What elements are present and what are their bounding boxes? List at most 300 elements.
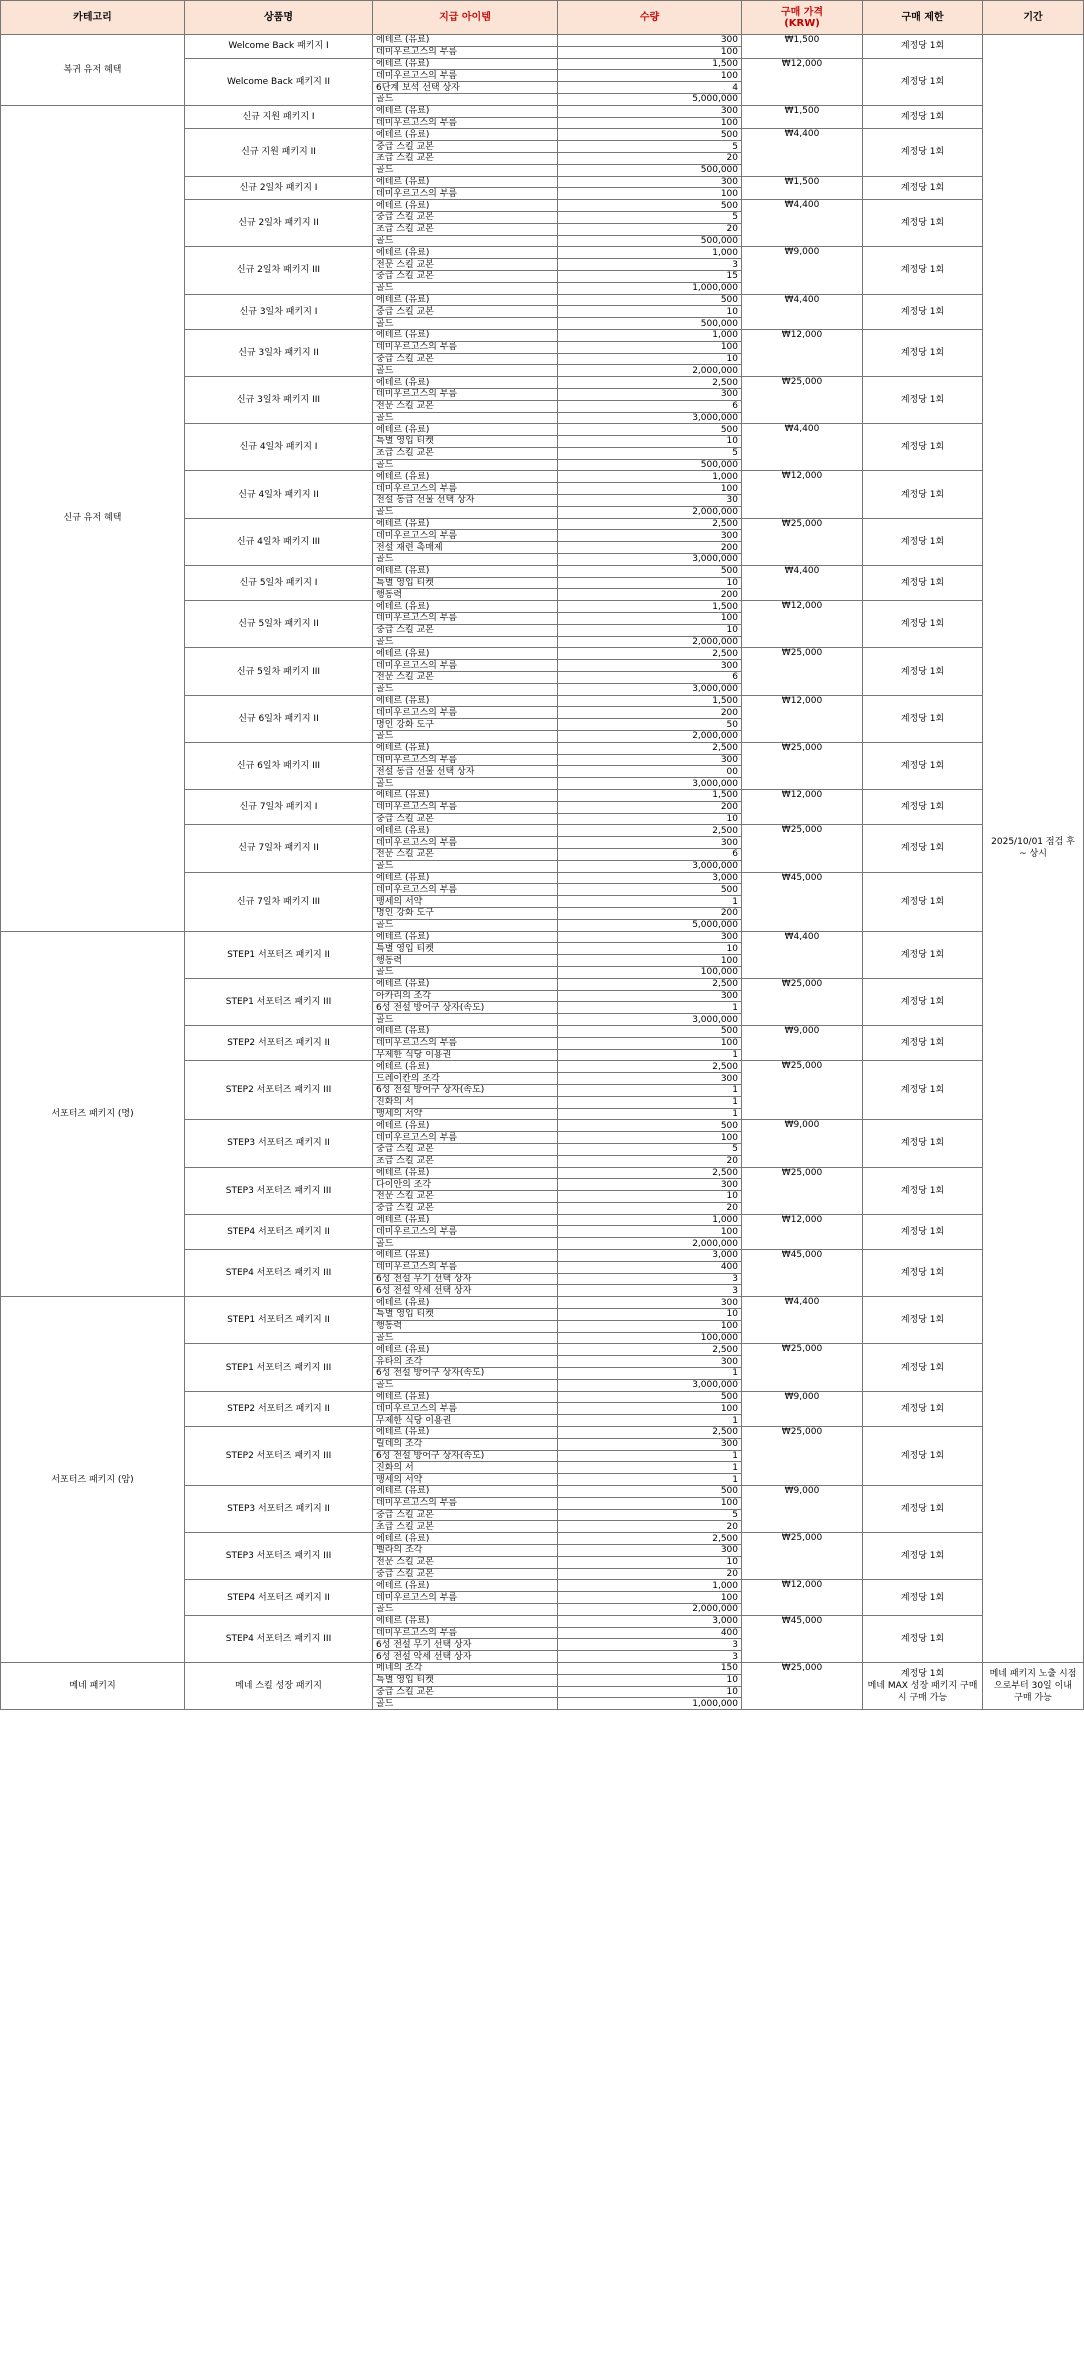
qty-cell[interactable]: 100 <box>558 188 742 200</box>
price-cell[interactable]: ₩9,000 <box>742 1391 863 1426</box>
qty-cell[interactable]: 2,500 <box>558 978 742 990</box>
item-cell[interactable]: 데미우르고스의 부름 <box>373 660 558 672</box>
limit-cell[interactable]: 계정당 1회 <box>863 1214 983 1249</box>
qty-cell[interactable]: 1,000 <box>558 1214 742 1226</box>
price-cell[interactable]: ₩12,000 <box>742 58 863 105</box>
item-cell[interactable]: 행동력 <box>373 589 558 601</box>
package-name-cell[interactable]: STEP4 서포터즈 패키지 III <box>185 1615 373 1662</box>
item-cell[interactable]: 무제한 식당 이용권 <box>373 1415 558 1427</box>
qty-cell[interactable]: 4 <box>558 82 742 94</box>
qty-cell[interactable]: 300 <box>558 660 742 672</box>
item-cell[interactable]: 에테르 (유료) <box>373 176 558 188</box>
price-cell[interactable]: ₩4,400 <box>742 424 863 471</box>
limit-cell[interactable]: 계정당 1회 <box>863 825 983 872</box>
qty-cell[interactable]: 100 <box>558 483 742 495</box>
qty-cell[interactable]: 10 <box>558 943 742 955</box>
item-cell[interactable]: 6성 전설 방어구 상자(속도) <box>373 1450 558 1462</box>
limit-cell[interactable]: 계정당 1회 <box>863 931 983 978</box>
qty-cell[interactable]: 300 <box>558 1179 742 1191</box>
item-cell[interactable]: 전문 스킬 교본 <box>373 1556 558 1568</box>
item-cell[interactable]: 중급 스킬 교본 <box>373 624 558 636</box>
limit-cell[interactable]: 계정당 1회 <box>863 200 983 247</box>
qty-cell[interactable]: 100 <box>558 341 742 353</box>
item-cell[interactable]: 골드 <box>373 282 558 294</box>
qty-cell[interactable]: 300 <box>558 754 742 766</box>
qty-cell[interactable]: 5,000,000 <box>558 93 742 105</box>
qty-cell[interactable]: 500,000 <box>558 235 742 247</box>
col-header-limit[interactable]: 구매 제한 <box>863 1 983 35</box>
price-cell[interactable]: ₩4,400 <box>742 931 863 978</box>
qty-cell[interactable]: 2,000,000 <box>558 1603 742 1615</box>
limit-cell[interactable]: 계정당 1회 <box>863 790 983 825</box>
item-cell[interactable]: 전문 스킬 교본 <box>373 672 558 684</box>
qty-cell[interactable]: 1,000 <box>558 471 742 483</box>
qty-cell[interactable]: 2,500 <box>558 1427 742 1439</box>
package-name-cell[interactable]: 신규 5일차 패키지 III <box>185 648 373 695</box>
item-cell[interactable]: 에테르 (유료) <box>373 294 558 306</box>
qty-cell[interactable]: 20 <box>558 1155 742 1167</box>
item-cell[interactable]: 에테르 (유료) <box>373 1120 558 1132</box>
col-header-category[interactable]: 카테고리 <box>1 1 185 35</box>
qty-cell[interactable]: 10 <box>558 1556 742 1568</box>
qty-cell[interactable]: 1,500 <box>558 695 742 707</box>
qty-cell[interactable]: 5,000,000 <box>558 919 742 931</box>
qty-cell[interactable]: 2,500 <box>558 742 742 754</box>
limit-cell[interactable]: 계정당 1회 <box>863 176 983 200</box>
item-cell[interactable]: 골드 <box>373 93 558 105</box>
item-cell[interactable]: 데미우르고스의 부름 <box>373 1403 558 1415</box>
qty-cell[interactable]: 10 <box>558 353 742 365</box>
item-cell[interactable]: 골드 <box>373 778 558 790</box>
price-cell[interactable]: ₩25,000 <box>742 1662 863 1709</box>
qty-cell[interactable]: 2,000,000 <box>558 365 742 377</box>
limit-cell[interactable]: 계정당 1회 <box>863 1025 983 1060</box>
item-cell[interactable]: 특별 영입 티켓 <box>373 577 558 589</box>
qty-cell[interactable]: 00 <box>558 766 742 778</box>
item-cell[interactable]: 6성 전설 무기 선택 상자 <box>373 1639 558 1651</box>
price-cell[interactable]: ₩1,500 <box>742 35 863 59</box>
item-cell[interactable]: 전설 동급 선물 선택 상자 <box>373 495 558 507</box>
limit-cell[interactable]: 계정당 1회 <box>863 1120 983 1167</box>
item-cell[interactable]: 에테르 (유료) <box>373 648 558 660</box>
package-name-cell[interactable]: STEP1 서포터즈 패키지 II <box>185 931 373 978</box>
limit-cell[interactable]: 계정당 1회 <box>863 872 983 931</box>
price-cell[interactable]: ₩12,000 <box>742 471 863 518</box>
price-cell[interactable]: ₩25,000 <box>742 377 863 424</box>
period-cell-main[interactable]: 2025/10/01 점검 후 ~ 상시 <box>983 35 1084 1663</box>
qty-cell[interactable]: 3,000,000 <box>558 1379 742 1391</box>
qty-cell[interactable]: 3,000,000 <box>558 778 742 790</box>
qty-cell[interactable]: 20 <box>558 1521 742 1533</box>
qty-cell[interactable]: 200 <box>558 907 742 919</box>
qty-cell[interactable]: 100 <box>558 1132 742 1144</box>
qty-cell[interactable]: 500 <box>558 1120 742 1132</box>
qty-cell[interactable]: 10 <box>558 436 742 448</box>
item-cell[interactable]: 행동력 <box>373 955 558 967</box>
limit-cell[interactable]: 계정당 1회 <box>863 105 983 129</box>
package-name-cell[interactable]: STEP2 서포터즈 패키지 III <box>185 1427 373 1486</box>
item-cell[interactable]: 데미우르고스의 부름 <box>373 530 558 542</box>
qty-cell[interactable]: 3 <box>558 1639 742 1651</box>
item-cell[interactable]: 골드 <box>373 1238 558 1250</box>
item-cell[interactable]: 데미우르고스의 부름 <box>373 1037 558 1049</box>
qty-cell[interactable]: 300 <box>558 1438 742 1450</box>
qty-cell[interactable]: 400 <box>558 1261 742 1273</box>
item-cell[interactable]: 6성 전설 악세 선택 상자 <box>373 1285 558 1297</box>
item-cell[interactable]: 데미우르고스의 부름 <box>373 483 558 495</box>
qty-cell[interactable]: 3,000,000 <box>558 412 742 424</box>
item-cell[interactable]: 에테르 (유료) <box>373 518 558 530</box>
item-cell[interactable]: 전설 동급 선물 선택 상자 <box>373 766 558 778</box>
item-cell[interactable]: 릴데의 조각 <box>373 1438 558 1450</box>
limit-cell[interactable]: 계정당 1회 <box>863 1533 983 1580</box>
item-cell[interactable]: 6성 전설 방어구 상자(속도) <box>373 1002 558 1014</box>
item-cell[interactable]: 6단계 보석 선택 상자 <box>373 82 558 94</box>
limit-cell[interactable]: 계정당 1회 <box>863 601 983 648</box>
qty-cell[interactable]: 5 <box>558 1509 742 1521</box>
qty-cell[interactable]: 300 <box>558 1297 742 1309</box>
item-cell[interactable]: 에테르 (유료) <box>373 329 558 341</box>
qty-cell[interactable]: 1 <box>558 1084 742 1096</box>
limit-cell[interactable]: 계정당 1회 <box>863 978 983 1025</box>
qty-cell[interactable]: 10 <box>558 1309 742 1321</box>
item-cell[interactable]: 에테르 (유료) <box>373 424 558 436</box>
package-name-cell[interactable]: 신규 지원 패키지 II <box>185 129 373 176</box>
qty-cell[interactable]: 1 <box>558 1368 742 1380</box>
price-cell[interactable]: ₩45,000 <box>742 1250 863 1297</box>
item-cell[interactable]: 초급 스킬 교본 <box>373 447 558 459</box>
item-cell[interactable]: 초급 스킬 교본 <box>373 1521 558 1533</box>
item-cell[interactable]: 골드 <box>373 1332 558 1344</box>
item-cell[interactable]: 무제한 식당 이용권 <box>373 1049 558 1061</box>
item-cell[interactable]: 전문 스킬 교본 <box>373 848 558 860</box>
item-cell[interactable]: 특별 영입 티켓 <box>373 1309 558 1321</box>
item-cell[interactable]: 에테르 (유료) <box>373 1214 558 1226</box>
price-cell[interactable]: ₩12,000 <box>742 1214 863 1249</box>
qty-cell[interactable]: 500,000 <box>558 459 742 471</box>
qty-cell[interactable]: 5 <box>558 141 742 153</box>
qty-cell[interactable]: 100 <box>558 613 742 625</box>
item-cell[interactable]: 맹세의 서약 <box>373 1474 558 1486</box>
price-cell[interactable]: ₩25,000 <box>742 978 863 1025</box>
limit-cell[interactable]: 계정당 1회 <box>863 247 983 294</box>
period-cell-mene[interactable]: 메네 패키지 노출 시점 으로부터 30일 이내 구매 가능 <box>983 1662 1084 1709</box>
package-name-cell[interactable]: STEP2 서포터즈 패키지 II <box>185 1025 373 1060</box>
qty-cell[interactable]: 300 <box>558 388 742 400</box>
item-cell[interactable]: 에테르 (유료) <box>373 129 558 141</box>
qty-cell[interactable]: 10 <box>558 1191 742 1203</box>
item-cell[interactable]: 골드 <box>373 365 558 377</box>
limit-cell[interactable]: 계정당 1회 <box>863 58 983 105</box>
price-cell[interactable]: ₩25,000 <box>742 1167 863 1214</box>
package-name-cell[interactable]: 신규 2일차 패키지 III <box>185 247 373 294</box>
qty-cell[interactable]: 1,000,000 <box>558 282 742 294</box>
category-cell[interactable]: 복귀 유저 혜택 <box>1 35 185 106</box>
item-cell[interactable]: 에테르 (유료) <box>373 825 558 837</box>
qty-cell[interactable]: 300 <box>558 530 742 542</box>
limit-cell[interactable]: 계정당 1회 <box>863 1344 983 1391</box>
price-cell[interactable]: ₩4,400 <box>742 1297 863 1344</box>
qty-cell[interactable]: 2,500 <box>558 1167 742 1179</box>
item-cell[interactable]: 전문 스킬 교본 <box>373 1191 558 1203</box>
col-header-package[interactable]: 상품명 <box>185 1 373 35</box>
item-cell[interactable]: 데미우르고스의 부름 <box>373 188 558 200</box>
qty-cell[interactable]: 3,000 <box>558 1615 742 1627</box>
limit-cell[interactable]: 계정당 1회 <box>863 1391 983 1426</box>
qty-cell[interactable]: 3 <box>558 1651 742 1663</box>
qty-cell[interactable]: 400 <box>558 1627 742 1639</box>
package-name-cell[interactable]: Welcome Back 패키지 I <box>185 35 373 59</box>
limit-cell[interactable]: 계정당 1회 <box>863 518 983 565</box>
price-cell[interactable]: ₩12,000 <box>742 790 863 825</box>
qty-cell[interactable]: 500 <box>558 1025 742 1037</box>
qty-cell[interactable]: 100 <box>558 1226 742 1238</box>
qty-cell[interactable]: 3,000 <box>558 872 742 884</box>
item-cell[interactable]: 다이안의 조각 <box>373 1179 558 1191</box>
package-name-cell[interactable]: STEP3 서포터즈 패키지 II <box>185 1486 373 1533</box>
limit-cell[interactable]: 계정당 1회 <box>863 424 983 471</box>
qty-cell[interactable]: 20 <box>558 1202 742 1214</box>
qty-cell[interactable]: 200 <box>558 801 742 813</box>
package-name-cell[interactable]: 신규 7일차 패키지 II <box>185 825 373 872</box>
qty-cell[interactable]: 1,000 <box>558 247 742 259</box>
item-cell[interactable]: 데미우르고스의 부름 <box>373 1627 558 1639</box>
qty-cell[interactable]: 500 <box>558 884 742 896</box>
qty-cell[interactable]: 100,000 <box>558 966 742 978</box>
qty-cell[interactable]: 50 <box>558 719 742 731</box>
col-header-price[interactable]: 구매 가격 (KRW) <box>742 1 863 35</box>
limit-cell[interactable]: 계정당 1회 <box>863 648 983 695</box>
item-cell[interactable]: 데미우르고스의 부름 <box>373 754 558 766</box>
qty-cell[interactable]: 150 <box>558 1662 742 1674</box>
package-name-cell[interactable]: 신규 2일차 패키지 I <box>185 176 373 200</box>
item-cell[interactable]: 명인 강화 도구 <box>373 719 558 731</box>
qty-cell[interactable]: 2,500 <box>558 648 742 660</box>
qty-cell[interactable]: 500 <box>558 1486 742 1498</box>
qty-cell[interactable]: 500 <box>558 565 742 577</box>
package-name-cell[interactable]: STEP4 서포터즈 패키지 III <box>185 1250 373 1297</box>
qty-cell[interactable]: 100 <box>558 1403 742 1415</box>
item-cell[interactable]: 골드 <box>373 506 558 518</box>
qty-cell[interactable]: 10 <box>558 1674 742 1686</box>
qty-cell[interactable]: 300 <box>558 1545 742 1557</box>
item-cell[interactable]: 에테르 (유료) <box>373 1533 558 1545</box>
item-cell[interactable]: 에테르 (유료) <box>373 1615 558 1627</box>
qty-cell[interactable]: 5 <box>558 1143 742 1155</box>
limit-cell[interactable]: 계정당 1회 <box>863 294 983 329</box>
item-cell[interactable]: 에테르 (유료) <box>373 58 558 70</box>
package-name-cell[interactable]: STEP1 서포터즈 패키지 III <box>185 1344 373 1391</box>
item-cell[interactable]: 중급 스킬 교본 <box>373 1686 558 1698</box>
package-name-cell[interactable]: 신규 5일차 패키지 I <box>185 565 373 600</box>
item-cell[interactable]: 골드 <box>373 683 558 695</box>
item-cell[interactable]: 초급 스킬 교본 <box>373 223 558 235</box>
category-cell[interactable]: 메네 패키지 <box>1 1662 185 1709</box>
item-cell[interactable]: 특별 영입 티켓 <box>373 1674 558 1686</box>
price-cell[interactable]: ₩25,000 <box>742 518 863 565</box>
item-cell[interactable]: 데미우르고스의 부름 <box>373 46 558 58</box>
price-cell[interactable]: ₩25,000 <box>742 1427 863 1486</box>
price-cell[interactable]: ₩4,400 <box>742 294 863 329</box>
package-name-cell[interactable]: 신규 4일차 패키지 I <box>185 424 373 471</box>
col-header-item[interactable]: 지급 아이템 <box>373 1 558 35</box>
item-cell[interactable]: 유타의 조각 <box>373 1356 558 1368</box>
item-cell[interactable]: 벨라의 조각 <box>373 1545 558 1557</box>
qty-cell[interactable]: 100 <box>558 1592 742 1604</box>
price-cell[interactable]: ₩45,000 <box>742 872 863 931</box>
item-cell[interactable]: 특별 영입 티켓 <box>373 436 558 448</box>
item-cell[interactable]: 데미우르고스의 부름 <box>373 801 558 813</box>
qty-cell[interactable]: 1,000 <box>558 1580 742 1592</box>
item-cell[interactable]: 에테르 (유료) <box>373 978 558 990</box>
limit-cell[interactable]: 계정당 1회 <box>863 377 983 424</box>
item-cell[interactable]: 전문 스킬 교본 <box>373 400 558 412</box>
item-cell[interactable]: 에테르 (유료) <box>373 695 558 707</box>
price-cell[interactable]: ₩12,000 <box>742 601 863 648</box>
package-name-cell[interactable]: 신규 3일차 패키지 II <box>185 329 373 376</box>
item-cell[interactable]: 6성 전설 무기 선택 상자 <box>373 1273 558 1285</box>
item-cell[interactable]: 에테르 (유료) <box>373 1250 558 1262</box>
qty-cell[interactable]: 500 <box>558 294 742 306</box>
qty-cell[interactable]: 100,000 <box>558 1332 742 1344</box>
item-cell[interactable]: 골드 <box>373 164 558 176</box>
item-cell[interactable]: 데미우르고스의 부름 <box>373 1226 558 1238</box>
item-cell[interactable]: 6성 전설 방어구 상자(속도) <box>373 1084 558 1096</box>
qty-cell[interactable]: 20 <box>558 223 742 235</box>
item-cell[interactable]: 에테르 (유료) <box>373 377 558 389</box>
limit-cell[interactable]: 계정당 1회 메네 MAX 성장 패키지 구매 시 구매 가능 <box>863 1662 983 1709</box>
item-cell[interactable]: 에테르 (유료) <box>373 565 558 577</box>
qty-cell[interactable]: 100 <box>558 70 742 82</box>
package-name-cell[interactable]: STEP3 서포터즈 패키지 III <box>185 1533 373 1580</box>
item-cell[interactable]: 중급 스킬 교본 <box>373 1568 558 1580</box>
price-cell[interactable]: ₩9,000 <box>742 1120 863 1167</box>
item-cell[interactable]: 골드 <box>373 966 558 978</box>
qty-cell[interactable]: 100 <box>558 46 742 58</box>
item-cell[interactable]: 진화의 서 <box>373 1462 558 1474</box>
item-cell[interactable]: 골드 <box>373 1698 558 1710</box>
qty-cell[interactable]: 2,000,000 <box>558 731 742 743</box>
item-cell[interactable]: 데미우르고스의 부름 <box>373 341 558 353</box>
limit-cell[interactable]: 계정당 1회 <box>863 1297 983 1344</box>
qty-cell[interactable]: 1,000 <box>558 329 742 341</box>
qty-cell[interactable]: 6 <box>558 400 742 412</box>
price-cell[interactable]: ₩1,500 <box>742 176 863 200</box>
qty-cell[interactable]: 500,000 <box>558 164 742 176</box>
limit-cell[interactable]: 계정당 1회 <box>863 565 983 600</box>
package-name-cell[interactable]: 신규 5일차 패키지 II <box>185 601 373 648</box>
qty-cell[interactable]: 10 <box>558 577 742 589</box>
package-name-cell[interactable]: STEP2 서포터즈 패키지 II <box>185 1391 373 1426</box>
qty-cell[interactable]: 300 <box>558 176 742 188</box>
item-cell[interactable]: 중급 스킬 교본 <box>373 211 558 223</box>
price-cell[interactable]: ₩25,000 <box>742 1533 863 1580</box>
item-cell[interactable]: 중급 스킬 교본 <box>373 1509 558 1521</box>
limit-cell[interactable]: 계정당 1회 <box>863 695 983 742</box>
item-cell[interactable]: 명인 강화 도구 <box>373 907 558 919</box>
item-cell[interactable]: 에테르 (유료) <box>373 1167 558 1179</box>
qty-cell[interactable]: 2,000,000 <box>558 1238 742 1250</box>
item-cell[interactable]: 골드 <box>373 1014 558 1026</box>
item-cell[interactable]: 골드 <box>373 636 558 648</box>
qty-cell[interactable]: 10 <box>558 1686 742 1698</box>
price-cell[interactable]: ₩25,000 <box>742 1344 863 1391</box>
col-header-period[interactable]: 기간 <box>983 1 1084 35</box>
qty-cell[interactable]: 500,000 <box>558 318 742 330</box>
package-name-cell[interactable]: STEP3 서포터즈 패키지 III <box>185 1167 373 1214</box>
price-cell[interactable]: ₩9,000 <box>742 1025 863 1060</box>
item-cell[interactable]: 전문 스킬 교본 <box>373 259 558 271</box>
package-name-cell[interactable]: STEP1 서포터즈 패키지 II <box>185 1297 373 1344</box>
qty-cell[interactable]: 20 <box>558 1568 742 1580</box>
item-cell[interactable]: 드레이칸의 조각 <box>373 1073 558 1085</box>
qty-cell[interactable]: 1 <box>558 1002 742 1014</box>
category-cell[interactable]: 서포터즈 패키지 (암) <box>1 1297 185 1663</box>
limit-cell[interactable]: 계정당 1회 <box>863 129 983 176</box>
qty-cell[interactable]: 10 <box>558 813 742 825</box>
qty-cell[interactable]: 2,000,000 <box>558 506 742 518</box>
package-name-cell[interactable]: 신규 4일차 패키지 II <box>185 471 373 518</box>
item-cell[interactable]: 골드 <box>373 318 558 330</box>
qty-cell[interactable]: 20 <box>558 152 742 164</box>
item-cell[interactable]: 6성 전설 악세 선택 상자 <box>373 1651 558 1663</box>
item-cell[interactable]: 에테르 (유료) <box>373 247 558 259</box>
item-cell[interactable]: 에테르 (유료) <box>373 1297 558 1309</box>
item-cell[interactable]: 데미우르고스의 부름 <box>373 70 558 82</box>
qty-cell[interactable]: 100 <box>558 955 742 967</box>
item-cell[interactable]: 골드 <box>373 412 558 424</box>
item-cell[interactable]: 진화의 서 <box>373 1096 558 1108</box>
item-cell[interactable]: 에테르 (유료) <box>373 35 558 47</box>
item-cell[interactable]: 데미우르고스의 부름 <box>373 613 558 625</box>
item-cell[interactable]: 중급 스킬 교본 <box>373 353 558 365</box>
qty-cell[interactable]: 300 <box>558 837 742 849</box>
qty-cell[interactable]: 6 <box>558 672 742 684</box>
package-name-cell[interactable]: 신규 3일차 패키지 I <box>185 294 373 329</box>
qty-cell[interactable]: 2,500 <box>558 377 742 389</box>
limit-cell[interactable]: 계정당 1회 <box>863 471 983 518</box>
qty-cell[interactable]: 1,500 <box>558 790 742 802</box>
package-name-cell[interactable]: 신규 3일차 패키지 III <box>185 377 373 424</box>
item-cell[interactable]: 메네의 조각 <box>373 1662 558 1674</box>
qty-cell[interactable]: 500 <box>558 200 742 212</box>
item-cell[interactable]: 데미우르고스의 부름 <box>373 837 558 849</box>
qty-cell[interactable]: 100 <box>558 117 742 129</box>
qty-cell[interactable]: 200 <box>558 707 742 719</box>
item-cell[interactable]: 에테르 (유료) <box>373 105 558 117</box>
qty-cell[interactable]: 10 <box>558 306 742 318</box>
item-cell[interactable]: 데미우르고스의 부름 <box>373 1261 558 1273</box>
qty-cell[interactable]: 1,500 <box>558 601 742 613</box>
qty-cell[interactable]: 1 <box>558 1474 742 1486</box>
price-cell[interactable]: ₩12,000 <box>742 1580 863 1615</box>
qty-cell[interactable]: 2,500 <box>558 825 742 837</box>
item-cell[interactable]: 맹세의 서약 <box>373 896 558 908</box>
limit-cell[interactable]: 계정당 1회 <box>863 1427 983 1486</box>
item-cell[interactable]: 중급 스킬 교본 <box>373 306 558 318</box>
qty-cell[interactable]: 1 <box>558 1462 742 1474</box>
item-cell[interactable]: 데미우르고스의 부름 <box>373 707 558 719</box>
item-cell[interactable]: 중급 스킬 교본 <box>373 270 558 282</box>
qty-cell[interactable]: 1,500 <box>558 58 742 70</box>
qty-cell[interactable]: 100 <box>558 1320 742 1332</box>
limit-cell[interactable]: 계정당 1회 <box>863 742 983 789</box>
package-name-cell[interactable]: Welcome Back 패키지 II <box>185 58 373 105</box>
package-name-cell[interactable]: STEP3 서포터즈 패키지 II <box>185 1120 373 1167</box>
qty-cell[interactable]: 200 <box>558 542 742 554</box>
qty-cell[interactable]: 30 <box>558 495 742 507</box>
qty-cell[interactable]: 6 <box>558 848 742 860</box>
